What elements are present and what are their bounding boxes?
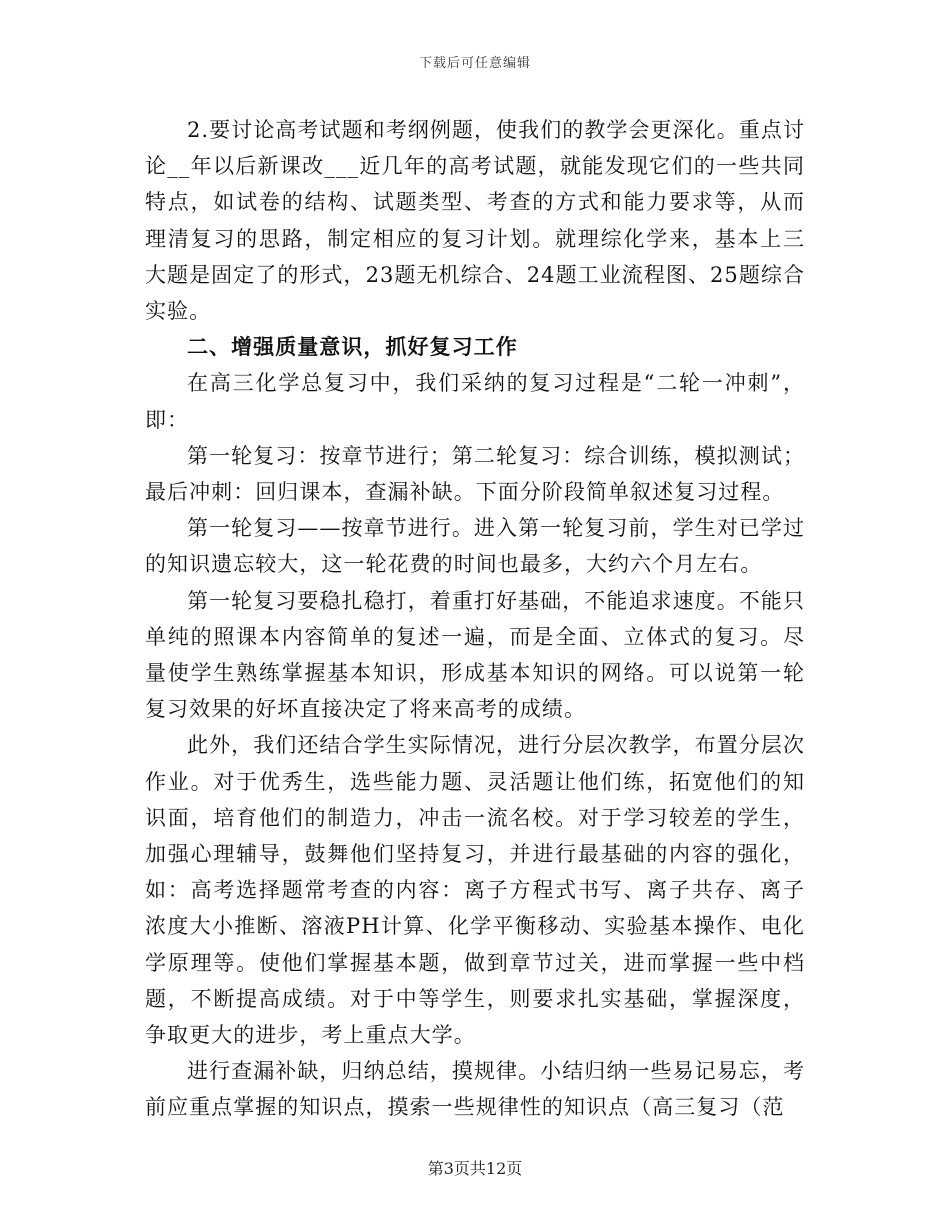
paragraph-first-round: 第一轮复习——按章节进行。进入第一轮复习前，学生对已学过的知识遗忘较大，这一轮花费的时间也最多，大约六个月左右。 [145,516,805,577]
paragraph-review-process: 在高三化学总复习中，我们采纳的复习过程是“二轮一冲刺”，即： [145,371,805,432]
paragraph-exam-discussion: 2.要讨论高考试题和考纲例题，使我们的教学会更深化。重点讨论__年以后新课改___近几年的高考试题，就能发现它们的一些共同特点，如试卷的结构、试题类型、考查的方式和能力要求等，从而理清复习的思路，制定相应的复习计划。就理综化学来，基本上三大题是固定了的形式，23题无机综合、24题工业流程图、25题综合实验。 [145,118,805,324]
paragraph-first-round-detail: 第一轮复习要稳扎稳打，着重打好基础，不能追求速度。不能只单纯的照课本内容简单的复述一遍，而是全面、立体式的复习。尽量使学生熟练掌握基本知识，形成基本知识的网络。可以说第一轮复习效果的好坏直接决定了将来高考的成绩。 [145,588,805,722]
page-number: 第3页共12页 [427,1159,523,1178]
body-content [145,112,805,1126]
section-heading: 二、增强质量意识，抓好复习工作 [187,334,518,360]
header-note: 下载后可任意编辑 [418,56,531,71]
paragraph-tiered-teaching: 此外，我们还结合学生实际情况，进行分层次教学，布置分层次作业。对于优秀生，选些能力题、灵活题让他们练，拓宽他们的知识面，培育他们的制造力，冲击一流名校。对于学习较差的学生，加强心理辅导，鼓舞他们坚持复习，并进行最基础的内容的强化，如：高考选择题常考查的内容：离子方程式书写、离子共存、离子浓度大小推断、溶液PH计算、化学平衡移动、实验基本操作、电化学原理等。使他们掌握基本题，做到章节过关，进而掌握一些中档题，不断提高成绩。对于中等学生，则要求扎实基础，掌握深度，争取更大的进步，考上重点大学。 [145,733,805,1048]
paragraph-review-stages: 第一轮复习：按章节进行；第二轮复习：综合训练，模拟测试；最后冲刺：回归课本，查漏补缺。下面分阶段简单叙述复习过程。 [145,443,805,505]
paragraph-gap-filling: 进行查漏补缺，归纳总结，摸规律。小结归纳一些易记易忘，考前应重点掌握的知识点，摸索一些规律性的知识点（高三复习（范 [145,1059,805,1120]
